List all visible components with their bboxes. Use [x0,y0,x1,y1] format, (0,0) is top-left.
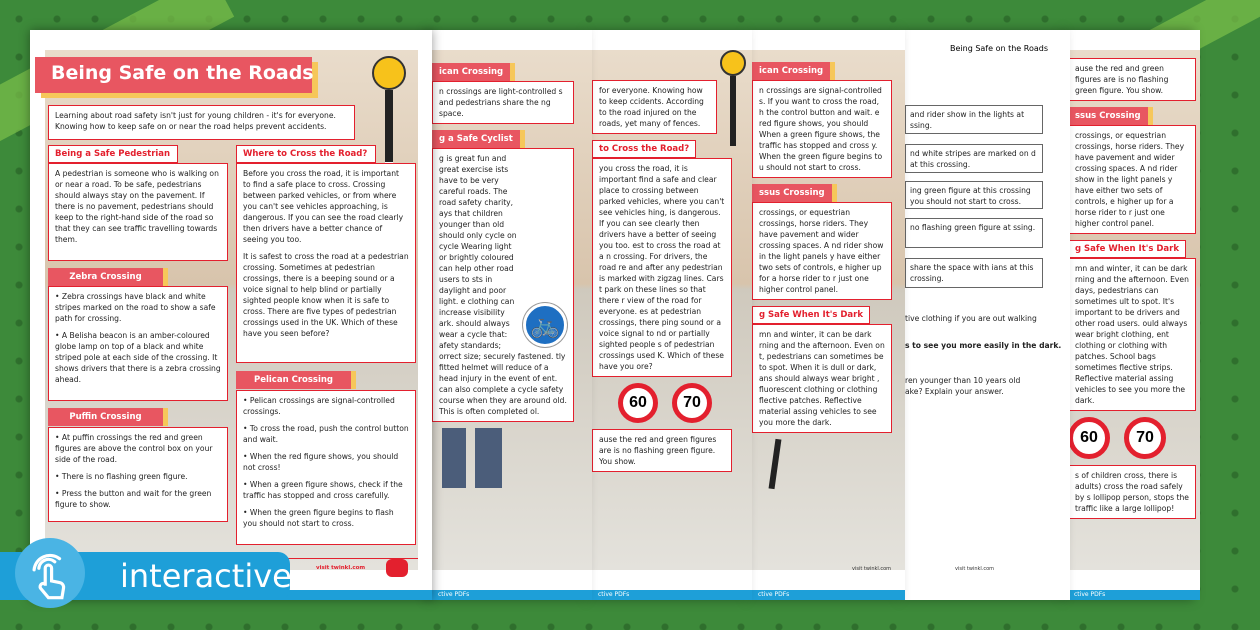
footer-strip: ctive PDFs [592,590,752,600]
speed-sign-70: 70 [1124,417,1166,459]
twinkl-link[interactable]: visit twinkl.com [955,566,995,572]
question: s to see you more easily in the dark. [905,341,1062,350]
twinkl-link[interactable]: visit twinkl.com [852,566,892,572]
worksheet-line: no flashing green figure at ssing. [905,218,1043,248]
question: ren younger than 10 years old ake? Explain your answer. [905,376,1021,396]
bullet: • A Belisha beacon is an amber-coloured globe lamp on top of a black and white striped pole at each side of the crossing. It shows drivers that there is a zebra crossing ahead. [55,331,221,384]
belisha-beacon-icon [372,56,406,90]
paragraph: It is safest to cross the road at a pedestrian crossing. Sometimes at pedestrian crossings, there is a beeping sound or a voice signal to help blind or partially sighted people know when it is safe to cross. There are five types of pedestrian crossings used in the UK. Which of these have you seen before? [243,252,409,338]
bullet: • When the red figure shows, you should not cross! [243,452,399,472]
section-heading: ican Crossing [752,62,830,80]
tap-hand-icon [15,538,85,608]
worksheet-title: Being Safe on the Roads [950,44,1049,53]
worksheet-line: share the space with ians at this crossing. [905,258,1043,288]
section-heading: ican Crossing [432,63,510,81]
text-box: n crossings are light-controlled s and pedestrians share the ng space. [432,81,574,124]
interactive-badge [0,552,290,600]
bullet: • There is no flashing green figure. [55,472,188,481]
person-legs [442,428,502,488]
heading-zebra-crossing: Zebra Crossing [48,268,163,286]
pelican-box [236,390,416,545]
text-box: crossings, or equestrian crossings, horse riders. They have pavement and wider crossing spaces. A nd rider show in the light panels y have either two sets of controls, e higher up for a horse rider to r just one higher control panel. [752,202,892,300]
footer-strip: ctive PDFs [432,590,592,600]
interactive-label: interactive [120,557,292,595]
footer-strip [905,590,1070,600]
text-box: ause the red and green figures are is no flashing green figure. You show. [592,429,732,472]
bullet: • When a green figure shows, check if the traffic has stopped and cross carefully. [243,480,403,500]
bullet: • Press the button and wait for the green figure to show. [55,489,212,509]
section-heading: to Cross the Road? [592,140,696,158]
worksheet-line: and rider show in the lights at ssing. [905,105,1043,134]
speed-sign-60: 60 [618,383,658,423]
worksheet-line: ing green figure at this crossing you should not start to cross. [905,181,1043,209]
text-box: for everyone. Knowing how to keep ccidents. According to the road injured on the roads, yet many of fences. [592,80,717,134]
text-box [432,148,574,422]
footer-strip: ctive PDFs [1068,590,1200,600]
bullet: • To cross the road, push the control button and wait. [243,424,409,444]
heading-pelican-crossing: Pelican Crossing [236,371,351,389]
text-box: ause the red and green figures are is no flashing green figure. You show. [1068,58,1196,101]
page-preview-4[interactable] [752,30,905,600]
bullet: • At puffin crossings the red and green figures are above the control box on your side of the road. [55,433,213,464]
page-preview-3[interactable] [592,30,752,600]
intro-box: Learning about road safety isn't just for young children - it's for everyone. Knowing how to keep safe on or near the road helps prevent accidents. [48,105,355,140]
section-heading: ssus Crossing [752,184,832,202]
twinkl-logo [386,559,408,577]
section-heading: g a Safe Cyclist [432,130,520,148]
page-preview-2[interactable] [432,30,592,600]
text-box: s of children cross, there is adults) cross the road safely by s lollipop person, stops the traffic like a large lollipop! [1068,465,1196,519]
text-box: crossings, or equestrian crossings, horse riders. They have pavement and wider crossing spaces. A nd rider show in the light panels y have either two sets of controls, e higher up for a horse rider to r just one higher control panel. [1068,125,1196,234]
section-heading: ssus Crossing [1068,107,1148,125]
paragraph: Before you cross the road, it is important to find a safe place to cross. Crossing between parked vehicles, or from where you can't see vehicles approaching, is dangerous. If you can see the road clearly then drivers have a better chance of seeing you too. [243,169,404,244]
main-page[interactable] [30,30,432,600]
page-preview-5[interactable] [905,30,1070,600]
speed-sign-60: 60 [1068,417,1110,459]
text-box: mn and winter, it can be dark rning and the afternoon. Even on t, pedestrians can sometimes be to spot. When it is dull or dark, ans should always wear bright , fluorescent clothing or clothing flective patches. Reflective material assing vehicles to see you more the dark. [752,324,892,433]
text-box: mn and winter, it can be dark rning and the afternoon. Even days, pedestrians can sometimes ult to spot. It's important to be drivers and other road users. ould always wear bright clothing, ent clothing or clothing with patches. School bags sometimes flective strips. Reflective material assing vehicles to see you more the dark. [1068,258,1196,411]
text-box: you cross the road, it is important find a safe and clear place to crossing between parked vehicles, where you can't see vehicles hing, is dangerous. If you can see clearly then drivers have a better of seeing you too. est to cross the road at a n crossing. For drivers, the road re and after any pedestrian is marked with zigzag lines. Cars t park on these lines so that there r view of the road for everyone. es at pedestrian crossings, there ping sound or a voice signal to nd or partially sighted people s of pedestrian crossings used K. Which of these have you ore? [592,158,732,377]
text-box: n crossings are signal-controlled s. If you want to cross the road, h the control button and wait. e red figure shows, you should When a green figure shows, the traffic has stopped and cross y. When the green figure begins to u should not start to cross. [752,80,892,178]
pole [769,439,782,489]
bullet: • When the green figure begins to flash you should not start to cross. [243,508,394,528]
heading-puffin-crossing: Puffin Crossing [48,408,163,426]
title-banner: Being Safe on the Roads [35,57,312,93]
puffin-box [48,427,228,522]
heading-safe-pedestrian: Being a Safe Pedestrian [48,145,178,163]
bullet: • Pelican crossings are signal-controlled crossings. [243,396,395,416]
pedestrian-box: A pedestrian is someone who is walking on or near a road. To be safe, pedestrians should always stay on the pavement. If there is no pavement, pedestrians should keep to the right-hand side of the road so that they can see traffic travelling towards them. [48,163,228,261]
twinkl-link[interactable]: visit twinkl.com [316,565,366,571]
where-box [236,163,416,363]
belisha-beacon-icon [720,50,746,76]
page-preview-6[interactable] [1068,30,1200,600]
question: tive clothing if you are out walking [905,314,1037,323]
worksheet-line: nd white stripes are marked on d at this crossing. [905,144,1043,173]
cyclist-text: g is great fun and great exercise ists have to be very careful roads. The road safety charity, ays that children younger than old should only cycle on cycle Wearing light or brightly coloured can help other road users to sts in daylight and poor light. e clothing can increase visibility ark. should always wear a cycle that: afety standards; orrect size; securely fastened. tly fitted helmet will reduce of a head injury in the event of ent. can also complete a cycle safety course when they are around old. This is often completed ol. [439,154,567,416]
section-heading: g Safe When It's Dark [1068,240,1186,258]
footer-strip: ctive PDFs [752,590,905,600]
speed-sign-70: 70 [672,383,712,423]
cycle-route-sign-icon: 🚲 [523,303,567,347]
bullet: • Zebra crossings have black and white stripes marked on the road to show a safe path for crossing. [55,292,216,323]
heading-where-to-cross: Where to Cross the Road? [236,145,376,163]
zebra-box [48,286,228,401]
section-heading: g Safe When It's Dark [752,306,870,324]
